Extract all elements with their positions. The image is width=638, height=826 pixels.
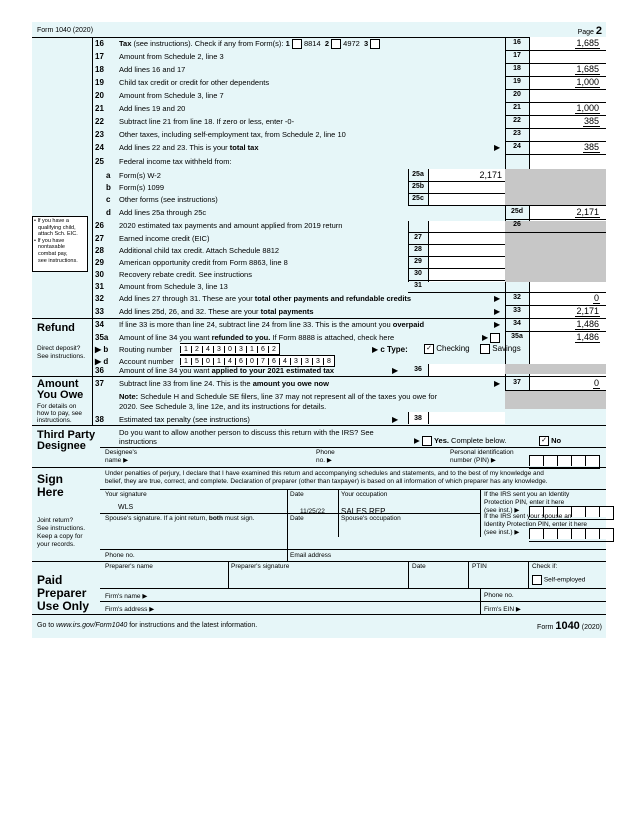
line-25d: d Add lines 25a through 25c 25d 2,171 (106, 207, 599, 217)
date-value[interactable]: 11/25/22 (300, 508, 325, 515)
line-26: 26 2020 estimated tax payments and amount applied from 2019 return 26 (95, 221, 521, 230)
line-23: 23 Other taxes, including self-employment tax, from Schedule 2, line 10 23 (95, 130, 521, 139)
line-25d-value[interactable]: 2,171 (576, 207, 599, 217)
digit-cell: 3 (235, 346, 246, 353)
digit-cell: 4 (202, 346, 213, 353)
digit-cell: 8 (323, 358, 334, 365)
footer-form-id: Form 1040 (2020) (537, 620, 602, 632)
checking-checkbox[interactable]: ✓ (424, 344, 434, 354)
digit-cell: 7 (257, 358, 268, 365)
digit-cell: 0 (246, 358, 257, 365)
form-name: Form 1040 (2020) (37, 27, 94, 34)
firm-phone-label: Phone no. (484, 592, 514, 599)
spouse-date-label: Date (290, 515, 304, 522)
digit-cell: 2 (268, 346, 279, 353)
ip-pin-label: If the IRS sent you an Identity Protection PIN, enter it here (see inst.) ▶ (484, 491, 570, 514)
digit-cell: 3 (290, 358, 301, 365)
designee-name-label: Designee's name ▶ (105, 449, 137, 464)
phone-label: Phone no. (105, 552, 135, 559)
line-19: 19 Child tax credit or credit for other dependents 19 1,000 (95, 77, 599, 87)
form-1040-page-2: Form 1040 (2020) Page 2 16 Tax (see instructions). Check if any from Form(s): 1 8814 2 4972 3 16 1,685 17 Amount from Schedule 2, line 3 17 18 Add lines 16 and 17 18 1,685 19 Child tax credit or credit for other dependents 19 1,000 20 Amount from Schedule 3, line 7 20 21 Add lines 19 and 20 21 1,000 22 Subtract line 21 from line 18. If zero or less, enter -0- 22 385 23 Other taxes, including self-employment tax, from Schedule 2, line 10 23 24 Add lines 22 and 23. This is your total tax ▶ 24 385 25 Federal income tax withheld from: a Form(s) W-2 25a 2,171 b Form(s) 1099 25b c Other forms (see instructions) 25c d Add lines 25a through 25c 25d 2,171 26 2020 estimated tax payments and amount applied from 2019 return 26 27 Earned income credit (EIC) 27 28 Additional child tax credit. Attach Schedule 8812 28 29 American opportunity credit from Form 8863, line 8 29 30 Recovery rebate credit. See instructions 30 31 Amount from Schedule 3, line 13 31 32 Add lines 27 through 31. These are your total other payments and refundable credits ▶ 32 0 33 Add lines 25d, 26, and 32. These are your total payments ▶ 33 2,171 Refund Direct deposit? See instructions. 34 If line 33 is more than line 24, subtract line 24 from line 33. This is the amount you overpaid ▶ 34 1,486 35a Amount of line 34 you want refunded to you. If Form 8888 is attached, check here ▶ 35a 1,486 ▶ b Routing number 1 2 4 3 0 3 1 6 2 ▶ c Type: ✓ Checking Savings ▶ d Account number 1 5 0 1 4 6 0 7 6 4 3 3 3 8 36 Amount of line 34 you want applied to your 2021 estimated tax ▶ 36 Amount You Owe For details on how to pay, see instructions. 37 Subtract line 33 from line 24. This is the amount you owe now ▶ 37 0 Note: Schedule H and Schedule SE filers, line 37 may not represent all of the taxes you owe for 2020. See Schedule 3, line 12e, and its instructions for details. 38 Estimated tax penalty (see instructions) ▶ 38 Third Party Designee Do you want to allow another person to discuss this return with the IRS? See instructions ▶ Yes. Complete below. ✓ No Designee's name ▶ Phone no. ▶ Personal identification number (PIN) ▶ Sign Here Joint return? See instructions. Keep a copy for your records. Under penalties of perjury, I declare that I have examined this return and accompanying schedules and statements, and to the best of my knowledge and belief, they are true, correct, and complete. Declaration of preparer (other than taxpayer) is based on all information of which preparer has any knowledge. Your signature WLS Date 11/25/22 Your occupation SALES REP If the IRS sent you an Identity Protection PIN, enter it here (see inst.) ▶ Spouse's signature. If a joint return, both must sign. Date Spouse's occupation If the IRS sent your spouse an Identity Protection PIN, enter it here (see inst.) ▶ Phone no. Email address Paid Preparer Use Only Preparer's name Preparer's signature Date PTIN Check if: Self-employed Firm's name ▶ Phone no. Firm's address ▶ Firm's EIN ▶ • If you have a qualifying child, attach Sch. EIC. • If you have nontaxable combat pay, see instructions. Go to www.irs.gov/Form1040 for instructions and the latest information. Form 1040 (2020) (32, 22, 606, 638)
eic-side-note: • If you have a qualifying child, attach Sch. EIC. • If you have nontaxable combat pay, see instructions. (32, 216, 88, 272)
joint-return-note: Joint return? See instructions. Keep a copy for your records. (37, 517, 86, 548)
digit-cell: 2 (191, 346, 202, 353)
line-25b: b Form(s) 1099 25b (106, 183, 425, 192)
refund-heading: Refund (37, 322, 75, 334)
date-label: Date (290, 491, 304, 498)
digit-cell: 3 (213, 346, 224, 353)
line-35a-value[interactable]: 1,486 (576, 332, 599, 342)
line-22: 22 Subtract line 21 from line 18. If zero or less, enter -0- 22 385 (95, 116, 599, 126)
line-34-value[interactable]: 1,486 (576, 319, 599, 329)
line-25c: c Other forms (see instructions) 25c (106, 195, 424, 204)
designee-pin-label: Personal identification number (PIN) ▶ (450, 449, 514, 464)
preparer-name-label: Preparer's name (105, 563, 153, 570)
spouse-ip-pin-boxes[interactable] (529, 528, 614, 542)
third-party-designee-heading: Third Party Designee (37, 429, 96, 452)
savings-checkbox[interactable] (480, 344, 490, 354)
form-3-checkbox[interactable] (370, 39, 380, 49)
digit-cell: 6 (235, 358, 246, 365)
occupation-value[interactable]: SALES REP (341, 507, 386, 516)
line-32-value[interactable]: 0 (593, 293, 599, 303)
line-38: 38 Estimated tax penalty (see instructions) ▶ (95, 415, 399, 424)
routing-number-field[interactable] (180, 343, 280, 355)
digit-cell: 6 (257, 346, 268, 353)
line-25: 25 Federal income tax withheld from: (95, 157, 232, 166)
line-37: 37 Subtract line 33 from line 24. This is the amount you owe now ▶ 37 0 (95, 378, 599, 388)
line-22-value[interactable]: 385 (583, 116, 599, 126)
designee-phone-label: Phone no. ▶ (316, 449, 335, 464)
paid-preparer-heading: Paid Preparer Use Only (37, 573, 90, 613)
line-28: 28 Additional child tax credit. Attach Schedule 8812 28 (95, 246, 422, 255)
line-18: 18 Add lines 16 and 17 18 1,685 (95, 64, 599, 74)
line-25a: a Form(s) W-2 25a 2,171 (106, 170, 502, 180)
perjury-statement: Under penalties of perjury, I declare that I have examined this return and accompanying schedules and statements, and to the best of my knowledge and belief, they are true, correct, and complete. Declaration of preparer (other than taxpayer) is based on all information of which preparer has any knowledge. (105, 470, 548, 485)
page-number: Page 2 (577, 25, 602, 37)
firm-address-label: Firm's address ▶ (105, 606, 155, 613)
line-19-value[interactable]: 1,000 (576, 77, 599, 87)
digit-cell: 1 (180, 346, 191, 353)
line-37-value[interactable]: 0 (593, 378, 599, 388)
line-32: 32 Add lines 27 through 31. These are your total other payments and refundable credits ▶ 32 0 (95, 293, 599, 303)
self-employed-checkbox[interactable] (532, 575, 542, 585)
line-18-value[interactable]: 1,685 (576, 64, 599, 74)
spouse-occupation-label: Spouse's occupation (341, 515, 401, 522)
line-30: 30 Recovery rebate credit. See instructions 30 (95, 270, 422, 279)
digit-cell: 0 (224, 346, 235, 353)
spouse-ip-pin-label: If the IRS sent your spouse an Identity Protection PIN, enter it here (see inst.) ▶ (484, 513, 587, 536)
line-25a-value[interactable]: 2,171 (479, 170, 502, 180)
line-20: 20 Amount from Schedule 3, line 7 20 (95, 91, 521, 100)
line-24-value[interactable]: 385 (583, 142, 599, 152)
line-21: 21 Add lines 19 and 20 21 1,000 (95, 103, 599, 113)
amount-you-owe-heading: Amount You Owe (37, 378, 84, 401)
line-16: 16 Tax (see instructions). Check if any from Form(s): 1 8814 2 4972 3 16 1,685 (95, 38, 599, 48)
firm-name-label: Firm's name ▶ (105, 593, 148, 600)
ptin-label: PTIN (472, 563, 487, 570)
form-8888-checkbox[interactable] (490, 333, 500, 343)
irs-url-link[interactable]: www.irs.gov/Form1040 (56, 622, 128, 629)
line-33: 33 Add lines 25d, 26, and 32. These are your total payments ▶ 33 2,171 (95, 306, 599, 316)
line-17: 17 Amount from Schedule 2, line 3 17 (95, 52, 521, 61)
line-31: 31 Amount from Schedule 3, line 13 31 (95, 282, 422, 291)
line-29: 29 American opportunity credit from Form 8863, line 8 29 (95, 258, 422, 267)
line-36: 36 Amount of line 34 you want applied to your 2021 estimated tax ▶ 36 (95, 366, 422, 375)
line-37-note: Note: Schedule H and Schedule SE filers, line 37 may not represent all of the taxes you owe for 2020. See Schedule 3, line 12e, and its instructions for details. (119, 392, 438, 411)
digit-cell: 6 (268, 358, 279, 365)
direct-deposit-note: Direct deposit? See instructions. (37, 345, 86, 360)
digit-cell: 4 (224, 358, 235, 365)
line-16-value[interactable]: 1,685 (576, 38, 599, 48)
designee-question: Do you want to allow another person to discuss this return with the IRS? See instructions (119, 428, 374, 446)
footer-instructions: Go to www.irs.gov/Form1040 for instructions and the latest information. (37, 622, 258, 629)
form-8814-checkbox[interactable] (292, 39, 302, 49)
line-35b: ▶ b Routing number 1 2 4 3 0 3 1 6 2 ▶ c Type: ✓ Checking Savings (95, 344, 521, 354)
line-24: 24 Add lines 22 and 23. This is your total tax ▶ 24 385 (95, 142, 599, 152)
designee-yes-checkbox[interactable] (422, 436, 432, 446)
digit-cell: 4 (279, 358, 290, 365)
digit-cell: 3 (312, 358, 323, 365)
digit-cell: 0 (202, 358, 213, 365)
check-if-label: Check if: (532, 563, 558, 570)
line-21-value[interactable]: 1,000 (576, 103, 599, 113)
line-38-box: 38 (414, 415, 422, 422)
form-4972-checkbox[interactable] (331, 39, 341, 49)
digit-cell: 3 (301, 358, 312, 365)
digit-cell: 1 (246, 346, 257, 353)
email-label: Email address (290, 552, 332, 559)
owe-details-note: For details on how to pay, see instructions. (37, 403, 83, 424)
digit-cell: 5 (191, 358, 202, 365)
sign-here-heading: Sign Here (37, 472, 64, 499)
preparer-signature-label: Preparer's signature (231, 563, 290, 570)
digit-cell: 1 (180, 358, 191, 365)
preparer-date-label: Date (412, 563, 426, 570)
line-35a: 35a Amount of line 34 you want refunded to you. If Form 8888 is attached, check here ▶ 35a 1,486 (95, 332, 599, 343)
line-35d: ▶ d Account number 1 5 0 1 4 6 0 7 6 4 3 3 3 8 (32, 356, 606, 368)
designee-no-checkbox[interactable]: ✓ (539, 436, 549, 446)
your-signature-label: Your signature (105, 491, 147, 498)
spouse-signature-label: Spouse's signature. If a joint return, both must sign. (105, 515, 255, 522)
line-33-value[interactable]: 2,171 (576, 306, 599, 316)
occupation-label: Your occupation (341, 491, 388, 498)
digit-cell: 1 (213, 358, 224, 365)
your-signature-value[interactable]: WLS (118, 504, 134, 511)
firm-ein-label: Firm's EIN ▶ (484, 606, 521, 613)
line-34: 34 If line 33 is more than line 24, subtract line 24 from line 33. This is the amount you overpaid ▶ 34 1,486 (95, 319, 599, 329)
line-27: 27 Earned income credit (EIC) 27 (95, 234, 422, 243)
